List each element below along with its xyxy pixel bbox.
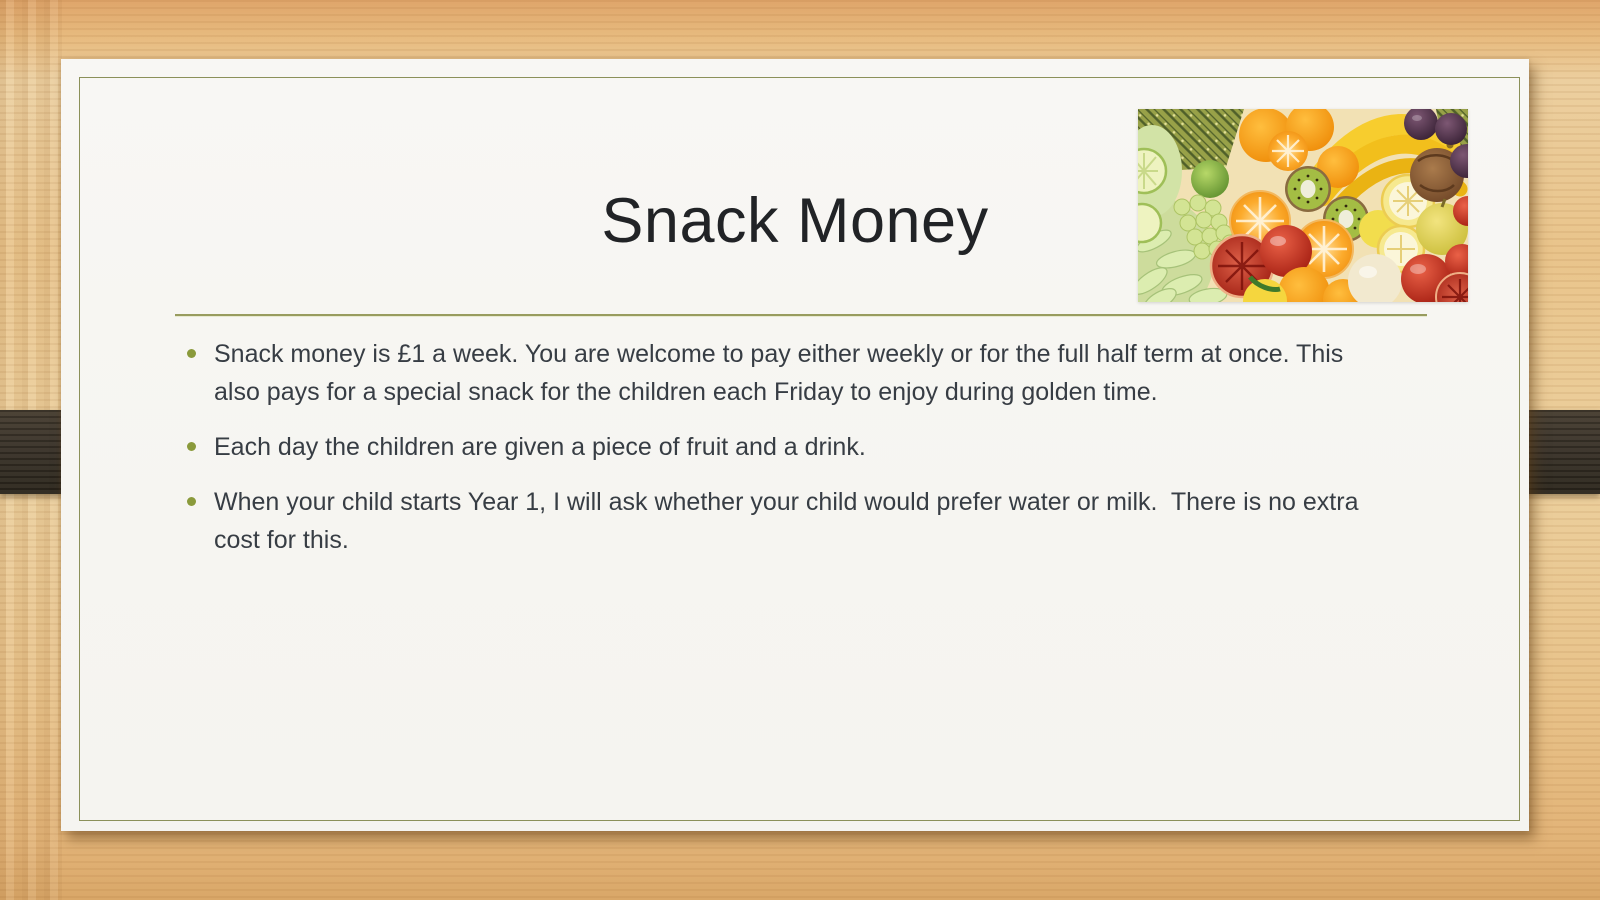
bullet-text: When your child starts Year 1, I will ask whether your child would prefer water or milk. There is no extra cost for this. [214, 488, 1366, 554]
bullet-dot-icon [187, 349, 196, 358]
bullet-item-snack-money [185, 335, 1364, 411]
bullet-dot-icon [187, 442, 196, 451]
bullet-list [185, 335, 1364, 576]
bullet-text: Each day the children are given a piece of fruit and a drink. [214, 433, 866, 461]
bullet-text: Snack money is £1 a week. You are welcome to pay either weekly or for the full half term at once. This also pays for a special snack for the children each Friday to enjoy during golden time. [214, 340, 1351, 406]
bullet-item-water-or-milk [185, 483, 1364, 559]
bullet-dot-icon [187, 497, 196, 506]
bullet-item-daily-fruit [185, 428, 1364, 466]
title-separator-line [175, 314, 1427, 317]
fruit-photo [1138, 109, 1468, 302]
slide-title: Snack Money [601, 186, 989, 256]
slide-canvas [61, 59, 1529, 831]
fruit-photo-illustration [1138, 109, 1468, 302]
